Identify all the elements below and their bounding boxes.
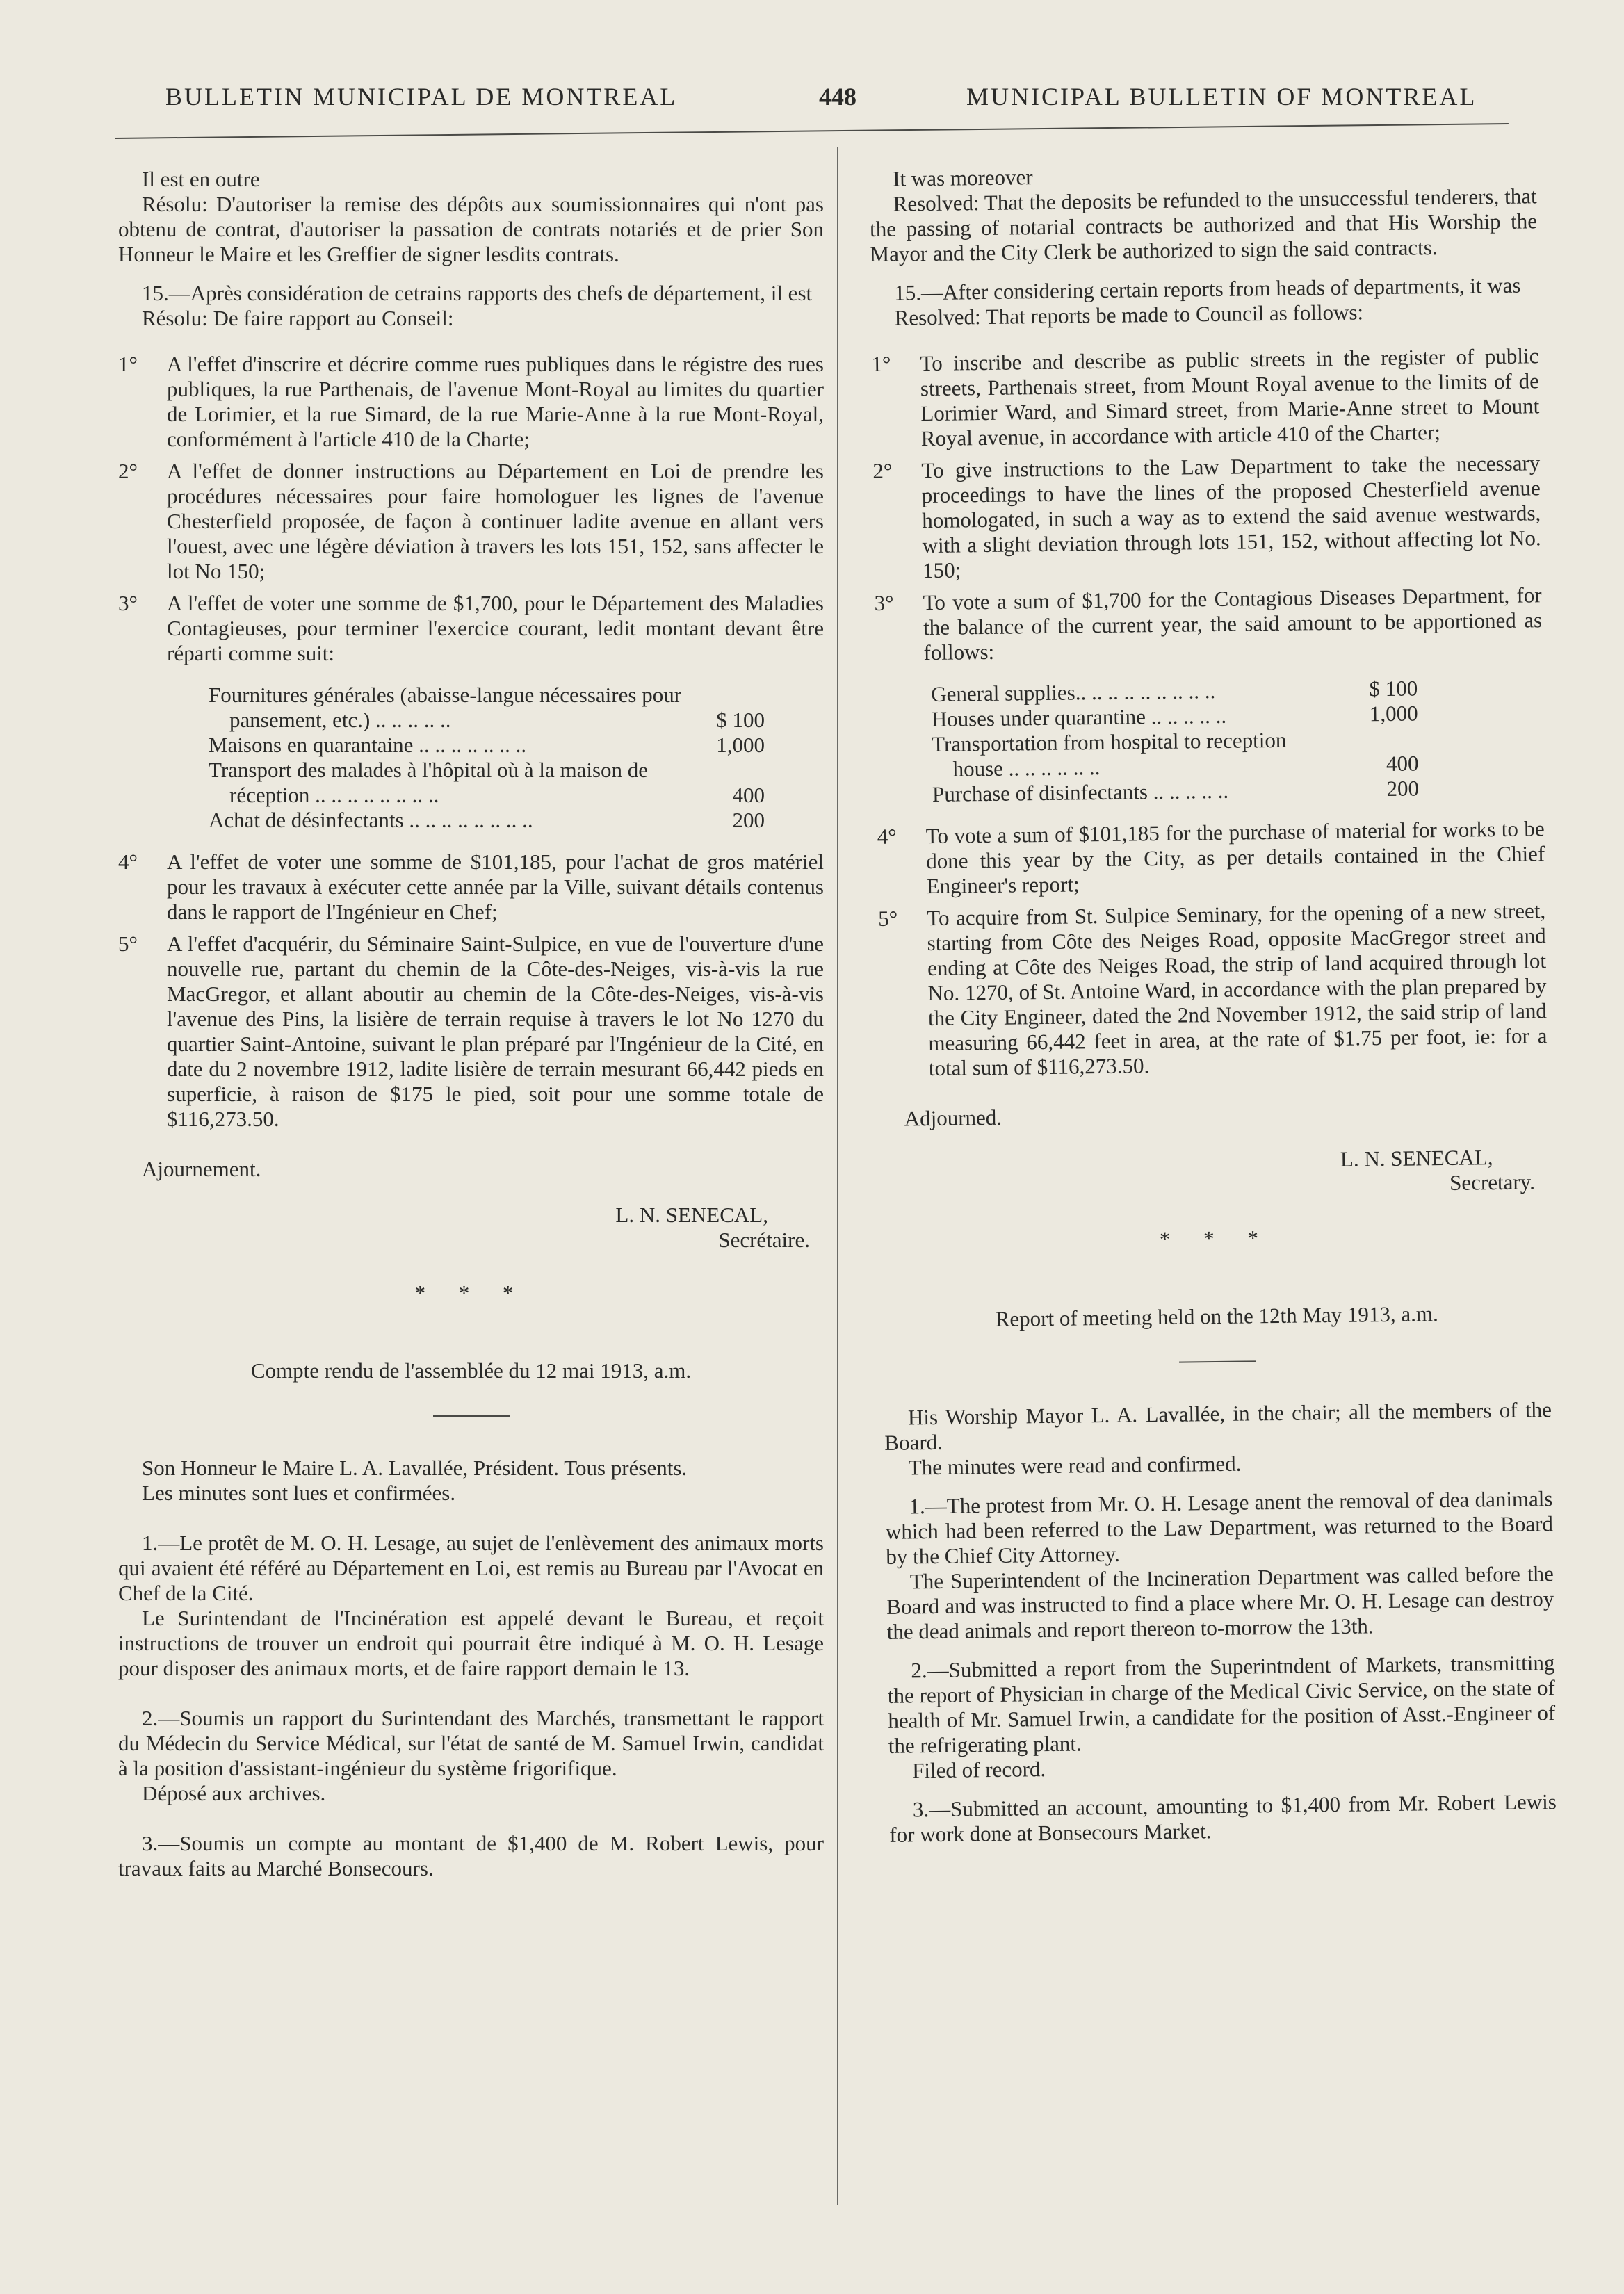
resolution-refund: Résolu: D'autoriser la remise des dépôts aux soumissionnaires qui n'ont pas obtenu de contrat, d'autoriser la passation de contrats notariés et de prier Son Honneur le Maire et les Greffier de signer lesdits contrats.	[118, 192, 824, 266]
header-right: MUNICIPAL BULLETIN OF MONTREAL	[966, 83, 1477, 111]
table-label: Purchase of disinfectants .. .. .. .. ..	[932, 778, 1229, 806]
signature-name: L. N. SENECAL,	[1340, 1145, 1493, 1171]
page-number: 448	[819, 83, 856, 111]
table-label: Achat de désinfectants .. .. .. .. .. .. .. ..	[209, 808, 533, 832]
apportion-table	[931, 676, 1419, 807]
table-label: General supplies.. .. .. .. .. .. .. .. ..	[931, 678, 1216, 706]
list-item	[118, 849, 824, 925]
list-item	[118, 932, 824, 1132]
section-separator: * * *	[414, 1280, 528, 1305]
table-label: Transportation from hospital to reception house .. .. .. .. .. ..	[931, 727, 1287, 781]
table-label: Houses under quarantine .. .. .. .. ..	[931, 703, 1227, 731]
minute-3: 3.—Soumis un compte au montant de $1,400 de M. Robert Lewis, pour travaux faits au Marché Bonsecours.	[118, 1831, 824, 1880]
minute-1-continued: The Superintendent of the Incineration Department was called before the Board and was instructed to find a place where Mr. O. H. Lesage can destroy the dead animals and report thereon to-morrow the 13th.	[886, 1561, 1554, 1644]
list-item	[118, 352, 824, 452]
list-item	[872, 450, 1541, 584]
minute-2: 2.—Submitted a report from the Superintndent of Markets, transmitting the report of Physician in charge of the Medical Civic Service, on the state of health of Mr. Samuel Irwin, a candidate for the position of Asst.-Engineer of the refrigerating plant.	[887, 1650, 1556, 1758]
item-text: A l'effet de voter une somme de $1,700, pour le Département des Maladies Contagieuses, pour terminer l'exercice courant, ledit montant devant être réparti comme suit:	[167, 591, 824, 665]
minute-1-continued: Le Surintendant de l'Incinération est appelé devant le Bureau, et reçoit instructions de trouver un endroit qui pourrait être indiqué à M. O. H. Lesage pour disposer des animaux morts, et de faire rapport demain le 13.	[118, 1606, 824, 1680]
table-row	[209, 808, 765, 833]
item-number: 5°	[118, 932, 138, 956]
list-item	[877, 816, 1545, 900]
item-number: 3°	[118, 591, 138, 615]
signature-title: Secrétaire.	[718, 1228, 810, 1252]
minute-1: 1.—Le protêt de M. O. H. Lesage, au sujet de l'enlèvement des animaux morts qui avaient été référé au Département en Loi, est remis au Bureau par l'Avocat en Chef de la Cité.	[118, 1531, 824, 1605]
item-text: To inscribe and describe as public streets in the register of public streets, Parthenais street, from Mount Royal avenue to the limits of de Lorimier Ward, and Simard street, from Marie-Anne street to Mount Royal avenue, in accordance with article 410 of the Charter;	[920, 343, 1540, 451]
item-text: To vote a sum of $101,185 for the purchase of material for works to be done this year by the City, as per details contained in the Chief Engineer's report;	[925, 816, 1545, 899]
minute-1: 1.—The protest from Mr. O. H. Lesage anent the removal of dea danimals which had been referred to the Law Department, was returned to the Board by the Chief City Attorney.	[885, 1486, 1554, 1569]
list-item	[871, 343, 1540, 452]
table-amount: 1,000	[1369, 701, 1418, 726]
list-item	[874, 583, 1542, 666]
resolution-report: Résolu: De faire rapport au Conseil:	[142, 306, 454, 330]
table-row	[209, 733, 765, 758]
table-row	[932, 726, 1419, 782]
column-divider	[837, 147, 838, 2205]
item-text: To give instructions to the Law Department to take the necessary proceedings to have the lines of the proposed Chesterfield avenue homologated, in such a way as to extend the said avenue westwards, with a slight deviation through lots 151, 152, without affecting lot No. 150;	[921, 450, 1541, 583]
item-number: 4°	[877, 824, 897, 849]
item-15: 15.—Après considération de cetrains rapports des chefs de département, il est	[142, 281, 813, 305]
item-text: A l'effet de donner instructions au Département en Loi de prendre les procédures nécessaires pour faire homologuer les lignes de l'avenue Chesterfield proposée, de façon à continuer ladite avenue en allant vers l'ouest, avec une légère déviation à travers les lots 151, 152, sans affecter le lot No 150;	[167, 459, 824, 583]
item-text: To vote a sum of $1,700 for the Contagious Diseases Department, for the balance of the current year, the said amount to be apportioned as follows:	[923, 583, 1543, 665]
item-number: 2°	[872, 458, 893, 483]
item-number: 1°	[871, 351, 891, 376]
item-number: 2°	[118, 459, 138, 483]
item-text: A l'effet de voter une somme de $101,185, pour l'achat de gros matériel pour les travaux à exécuter cette année par la Ville, suivant détails contenus dans le rapport de l'Ingénieur en Chef;	[167, 849, 824, 924]
item-number: 3°	[874, 590, 894, 615]
moreover-text: Il est en outre	[142, 167, 260, 191]
header-left: BULLETIN MUNICIPAL DE MONTREAL	[165, 83, 678, 111]
title-rule	[1179, 1360, 1256, 1362]
table-amount: $ 100	[716, 708, 765, 732]
list-item	[118, 591, 824, 666]
signature-name: L. N. SENECAL,	[615, 1203, 768, 1227]
table-amount: $ 100	[1369, 676, 1418, 701]
minutes-text: Les minutes sont lues et confirmées.	[142, 1481, 456, 1505]
table-row	[932, 776, 1419, 807]
signature-title: Secretary.	[1449, 1169, 1536, 1195]
english-column	[869, 158, 1557, 1848]
table-amount: 200	[732, 808, 765, 832]
president-text: His Worship Mayor L. A. Lavallée, in the chair; all the members of the Board.	[884, 1397, 1552, 1455]
table-row	[209, 683, 765, 733]
meeting-title: Compte rendu de l'assemblée du 12 mai 1913, a.m.	[250, 1358, 692, 1383]
list-item	[118, 459, 824, 584]
minute-2-filed: Filed of record.	[911, 1757, 1046, 1783]
table-row	[209, 758, 765, 808]
header-rule	[115, 123, 1509, 139]
item-text: To acquire from St. Sulpice Seminary, for the opening of a new street, starting from Côte des Neiges Road, opposite MacGregor street and ending at Côte des Neiges Road, the strip of land acquired through lot No. 1270, of St. Antoine Ward, in accordance with the plan prepared by the City Engineer, dated the 2nd November 1912, the said strip of land measuring 66,442 feet in area, at the rate of $1.75 per foot, ie: for a total sum of $116,273.50.	[926, 898, 1548, 1081]
president-text: Son Honneur le Maire L. A. Lavallée, Président. Tous présents.	[142, 1456, 688, 1480]
item-15: 15.—After considering certain reports from heads of departments, it was	[894, 272, 1521, 305]
adjournment: Adjourned.	[904, 1105, 1002, 1131]
minute-2: 2.—Soumis un rapport du Surintendant des Marchés, transmettant le rapport du Médecin du Service Médical, sur l'état de santé de M. Samuel Irwin, candidat à la position d'assistant-ingénieur du système frigorifique.	[118, 1706, 824, 1780]
table-amount: 400	[732, 783, 765, 807]
adjournment: Ajournement.	[142, 1157, 261, 1181]
item-number: 1°	[118, 352, 138, 376]
table-amount: 200	[1386, 776, 1420, 801]
resolution-refund: Resolved: That the deposits be refunded to the unsuccessful tenderers, that the passing of notarial contracts be authorized and that His Worship the Mayor and the City Clerk be authorized to sign the said contracts.	[869, 184, 1538, 266]
title-rule	[433, 1415, 510, 1417]
french-column	[118, 167, 824, 1881]
moreover-text: It was moreover	[892, 165, 1033, 191]
table-amount: 400	[1386, 751, 1419, 776]
item-text: A l'effet d'inscrire et décrire comme rues publiques dans le régistre des rues publiques, la rue Parthenais, de l'avenue Mont-Royal au limites du quartier de Lorimier, et la rue Simard, de la rue Marie-Anne à la rue Mont-Royal, conformément à l'article 410 de la Charte;	[167, 352, 824, 451]
item-text: A l'effet d'acquérir, du Séminaire Saint-Sulpice, en vue de l'ouverture d'une nouvelle rue, partant du chemin de la Côte-des-Neiges, vis-à-vis la rue MacGregor, et allant aboutir au chemin de la Côte-des-Neiges, vis-à-vis l'avenue des Pins, la lisière de terrain requise à travers le lot No 1270 du quartier Saint-Antoine, suivant le plan préparé par l'Ingénieur de la Cité, en date du 2 novembre 1912, ladite lisière de terrain mesurant 66,442 pieds en superficie, à raison de $175 le pied, soit pour une somme totale de $116,273.50.	[167, 932, 824, 1131]
minute-3: 3.—Submitted an account, amounting to $1,400 from Mr. Robert Lewis for work done at Bonsecours Market.	[889, 1789, 1557, 1847]
resolution-report: Resolved: That reports be made to Council as follows:	[894, 300, 1364, 330]
list-item	[878, 898, 1548, 1082]
minute-2-filed: Déposé aux archives.	[142, 1781, 326, 1805]
item-number: 5°	[877, 906, 898, 931]
table-amount: 1,000	[716, 733, 765, 757]
minutes-text: The minutes were read and confirmed.	[908, 1451, 1242, 1480]
table-label: Transport des malades à l'hôpital où à la maison de réception .. .. .. .. .. .. .. ..	[209, 758, 649, 807]
meeting-title: Report of meeting held on the 12th May 1913, a.m.	[995, 1301, 1438, 1331]
table-label: Maisons en quarantaine .. .. .. .. .. .. ..	[209, 733, 527, 757]
apportion-table	[209, 683, 765, 833]
section-separator: * * *	[1159, 1226, 1273, 1252]
item-number: 4°	[118, 849, 138, 874]
table-label: Fournitures générales (abaisse-langue nécessaires pour pansement, etc.) .. .. .. .. ..	[209, 683, 682, 732]
